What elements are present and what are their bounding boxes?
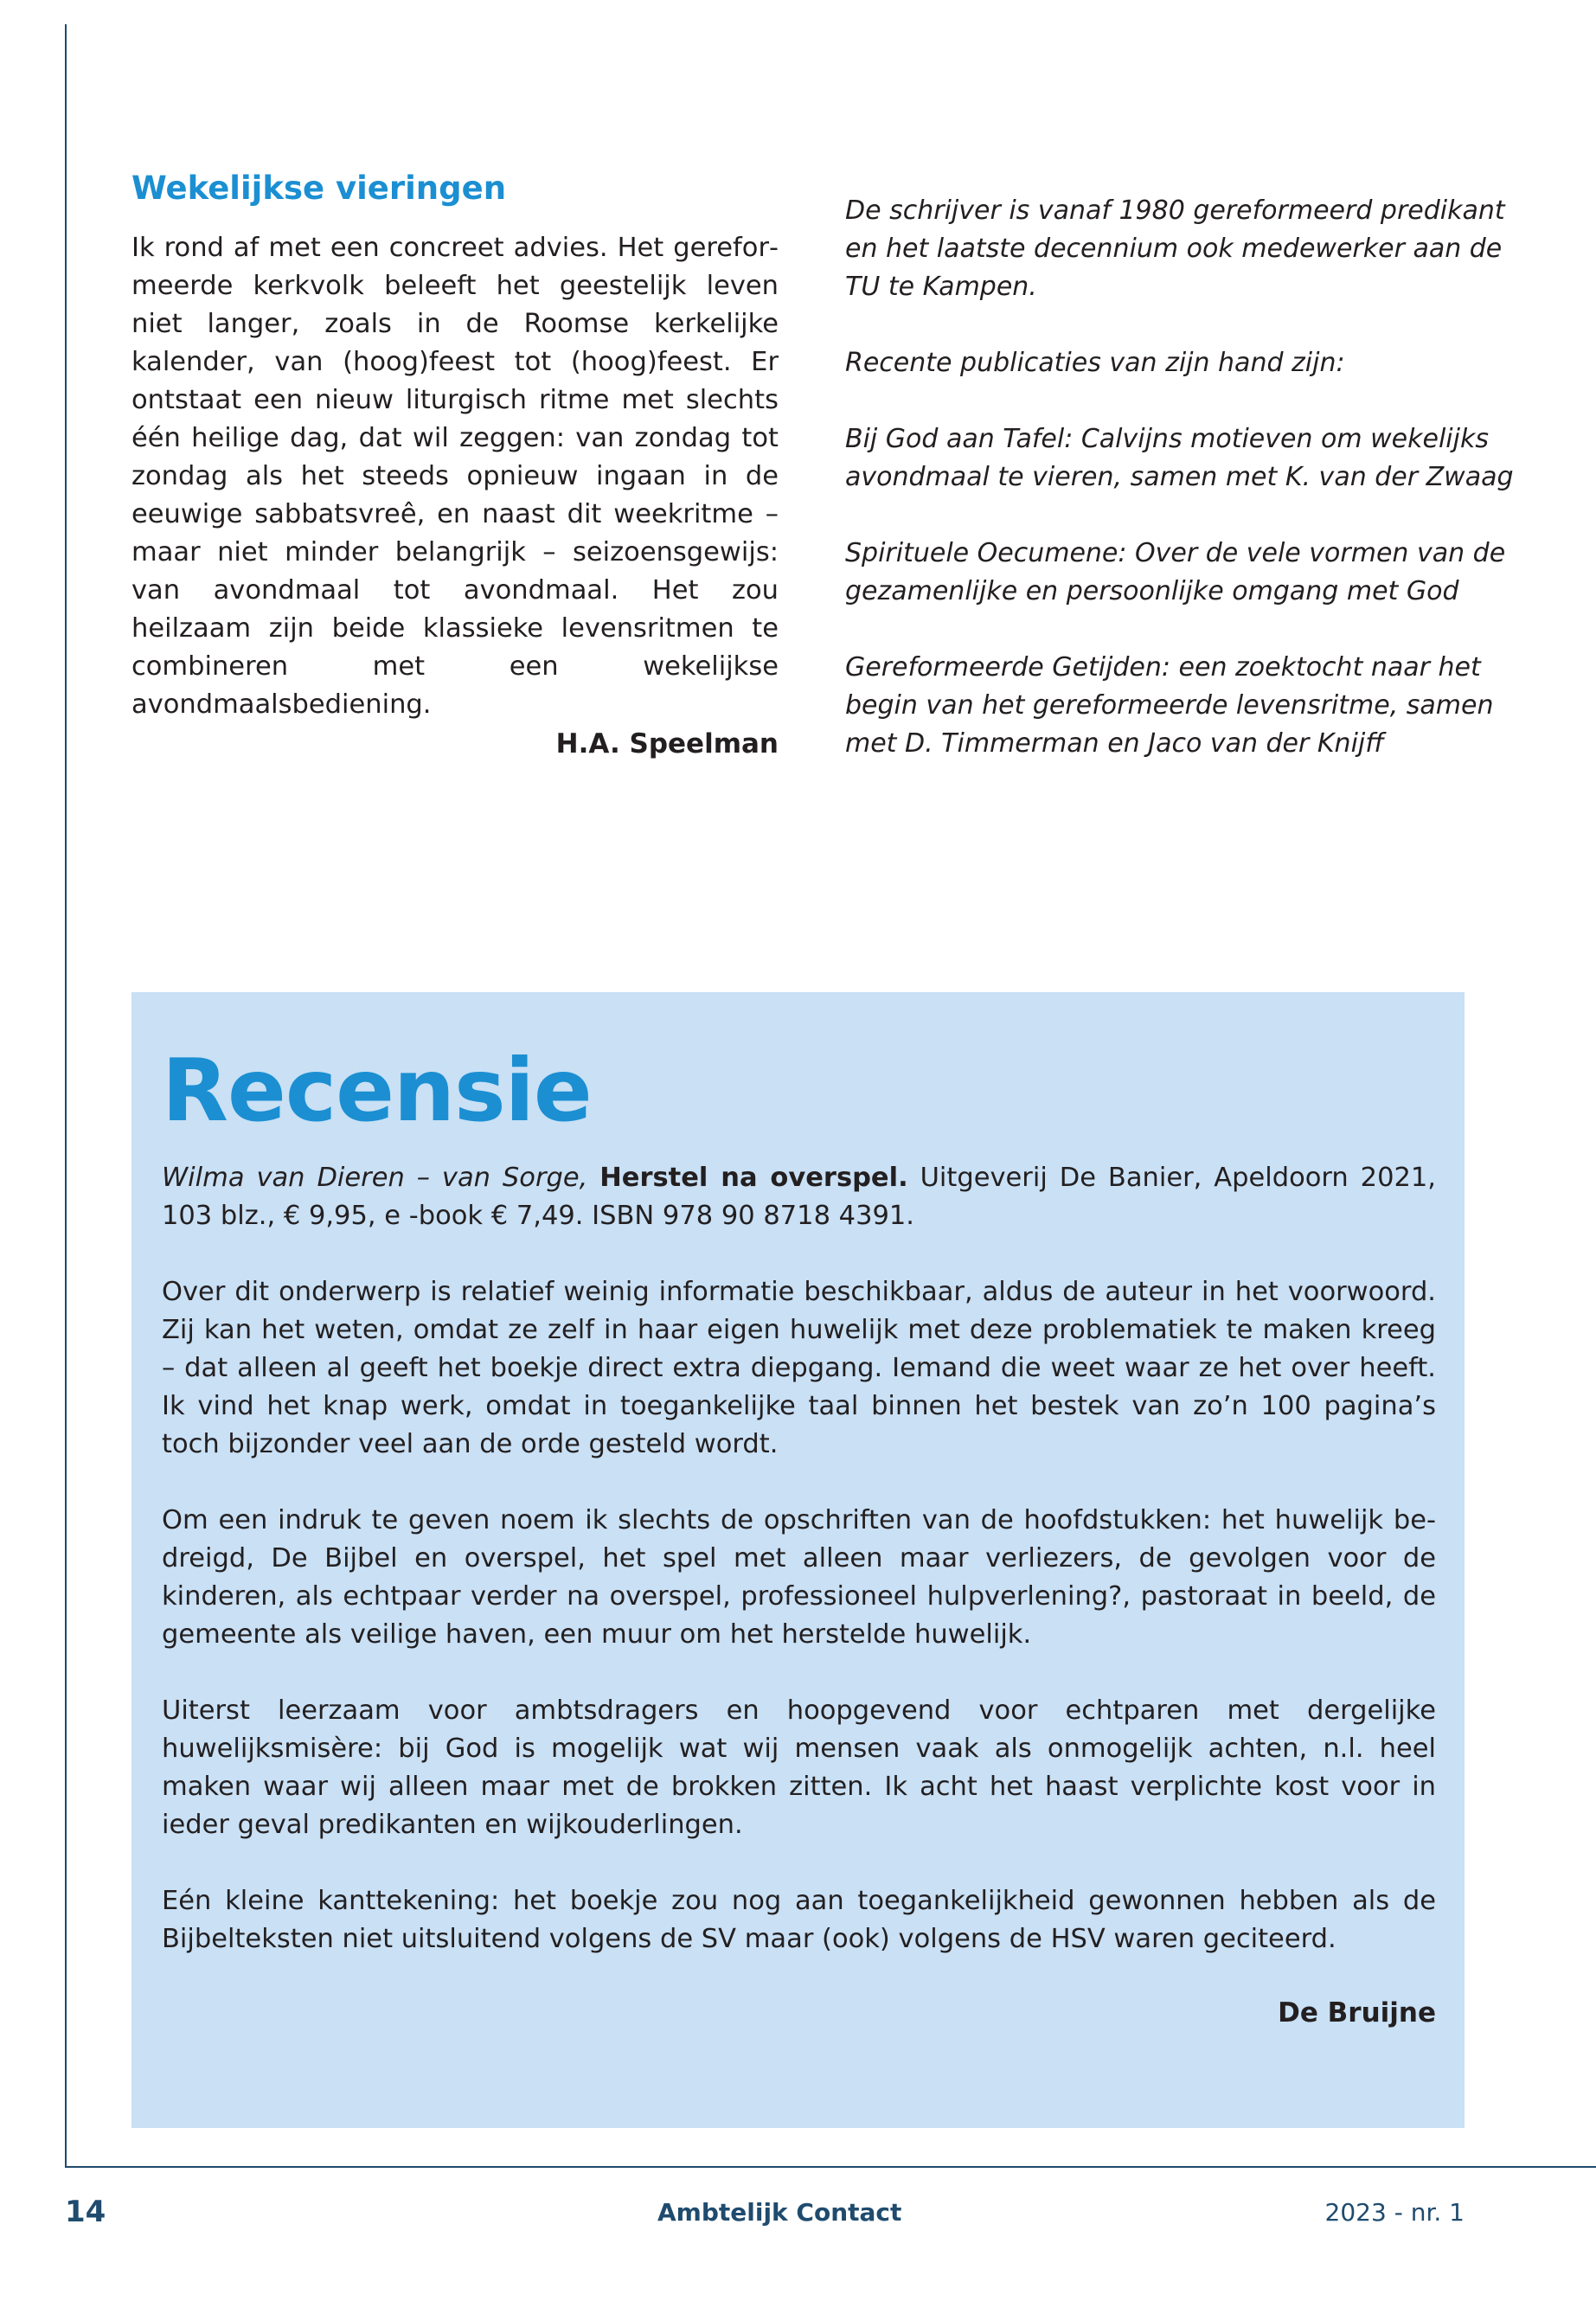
book-author: Wilma van Dieren – van Sorge, (162, 1163, 588, 1193)
magazine-name: Ambtelijk Contact (657, 2198, 902, 2227)
book-details: Uitgeverij De Banier, Apeldoorn 2021, 103 blz., € 9,95, e -book € 7,49. ISBN 978 90 8718 4391. (162, 1163, 1436, 1231)
article-author: H.A. Speelman (555, 728, 779, 760)
footer-rule (65, 2166, 1596, 2168)
author-bio: De schrijver is vanaf 1980 gereformeerd predikant en het laatste decennium ook medewerker aan de TU te Kampen. (845, 195, 1505, 302)
review-paragraph: Eén kleine kanttekening: het boekje zou nog aan toegankelijkheid gewonnen hebben als de Bijbelteksten niet uitsluitend volgens de SV maar (ook) volgens de HSV waren geciteerd. (162, 1886, 1436, 1954)
book-title: Herstel na overspel. (599, 1163, 908, 1193)
page-number: 14 (65, 2195, 106, 2229)
author-note-column (845, 192, 1529, 801)
section-heading: Wekelijkse vieringen (131, 170, 507, 207)
publication-item: Gereformeerde Getijden: een zoektocht naar het begin van het gereformeerde levensritme, samen met D. Timmerman en Jaco van der Knijff (845, 652, 1494, 759)
publications-intro: Recente publicaties van zijn hand zijn: (845, 348, 1345, 378)
reviewer-name: De Bruijne (1278, 1997, 1436, 2029)
review-paragraph: Over dit onderwerp is relatief weinig informatie beschikbaar, aldus de auteur in het voorwoord. Zij kan het weten, omdat ze zelf in haar eigen huwelijk met deze problematiek te maken kreeg – dat alleen al geeft het boekje direct extra diepgang. Iemand die weet waar ze het over heeft. Ik vind het knap werk, omdat in toegankelijke taal binnen het bestek van zo’n 100 pagina’s toch bijzonder veel aan de orde gesteld wordt. (162, 1277, 1436, 1459)
review-title: Recensie (162, 1040, 592, 1141)
review-paragraph: Om een indruk te geven noem ik slechts de opschriften van de hoofdstukken: het huwelijk bedreigd, De Bijbel en overspel, het spel met alleen maar verliezers, de gevolgen voor de kinderen, als echtpaar verder na overspel, professioneel hulpverlening?, pastoraat in beeld, de gemeente als veilige haven, een muur om het herstelde huwelijk. (162, 1505, 1436, 1650)
publication-item: Bij God aan Tafel: Calvijns motieven om wekelijks avondmaal te vieren, samen met K. van der Zwaag (845, 424, 1514, 492)
article-column (131, 229, 779, 724)
publication-item: Spirituele Oecumene: Over de vele vormen van de gezamenlijke en persoonlijke omgang met God (845, 538, 1506, 606)
review-paragraph: Uiterst leerzaam voor ambtsdragers en hoopgevend voor echtparen met dergelijke huwelijksmisère: bij God is mogelijk wat wij mensen vaak als onmogelijk achten, n.l. heel maken waar wij alleen maar met de brokken zitten. Ik acht het haast verplichte kost voor in ieder geval predikanten en wijkouderlingen. (162, 1695, 1436, 1840)
left-margin-rule (65, 24, 67, 2168)
book-citation (162, 1159, 1436, 1235)
issue-label: 2023 - nr. 1 (1324, 2198, 1465, 2227)
review-body (162, 1159, 1436, 1997)
review-box (131, 992, 1465, 2128)
article-paragraph: Ik rond af met een concreet advies. Het gereformeerde kerkvolk beleeft het geestelijk leven niet langer, zoals in de Roomse kerkelijke kalender, van (hoog)feest tot (hoog)feest. Er ontstaat een nieuw liturgisch ritme met slechts één heilige dag, dat wil zeggen: van zondag tot zondag als het steeds opnieuw ingaan in de eeuwige sabbatsvreê, en naast dit weekritme – maar niet minder belangrijk – seizoensgewijs: van avondmaal tot avondmaal. Het zou heilzaam zijn beide klassieke levensritmen te combineren met een wekelijkse avondmaalsbediening. (131, 233, 779, 720)
